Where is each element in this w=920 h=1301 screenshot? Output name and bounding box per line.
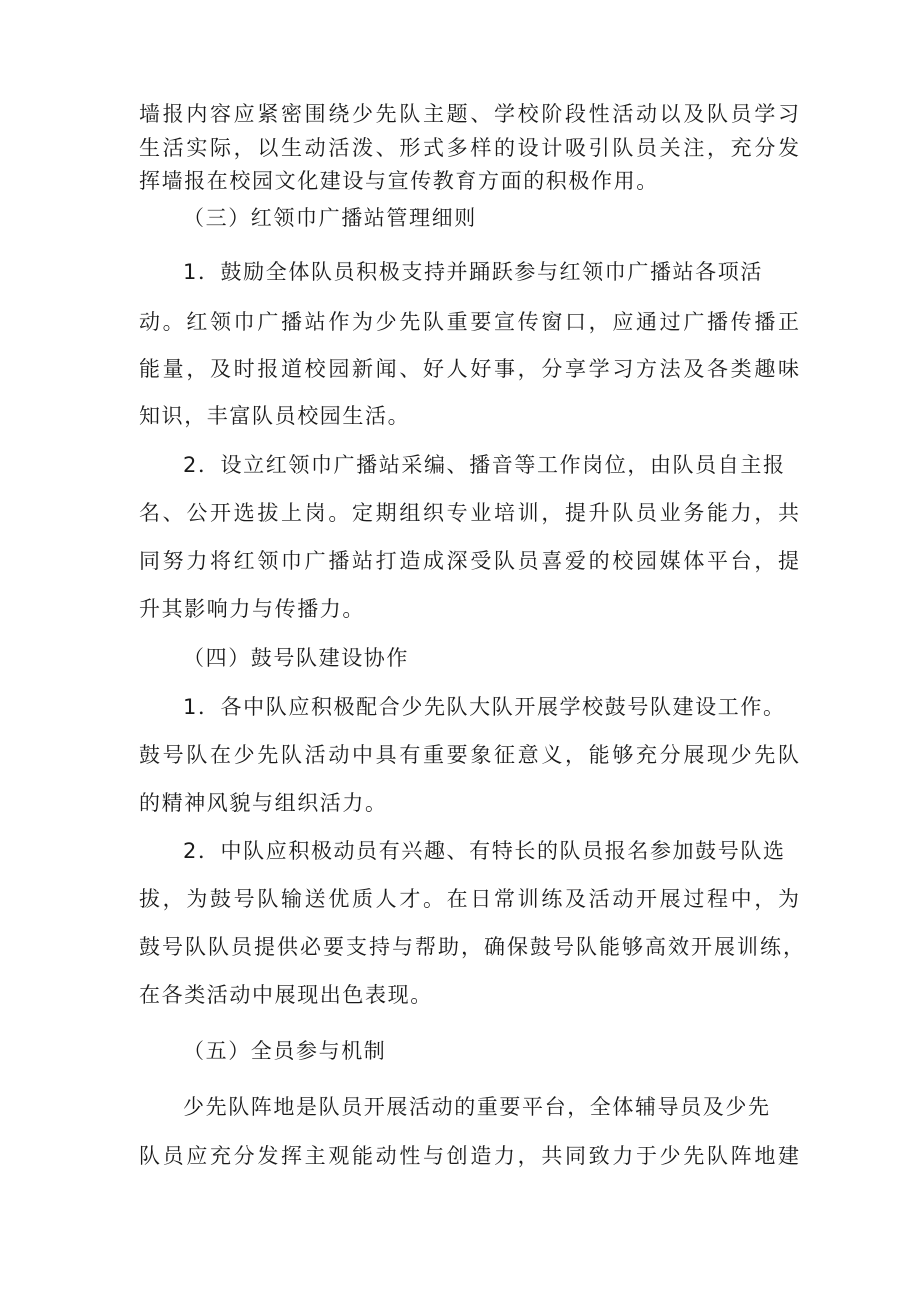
paragraph-line: 能量，及时报道校园新闻、好人好事，分享学习方法及各类趣味 bbox=[139, 357, 799, 381]
paragraph-line: 墙报内容应紧密围绕少先队主题、学校阶段性活动以及队员学习 bbox=[139, 102, 799, 126]
paragraph-line: 少先队阵地是队员开展活动的重要平台，全体辅导员及少先 bbox=[183, 1095, 771, 1119]
paragraph-line: 2．设立红领巾广播站采编、播音等工作岗位，由队员自主报 bbox=[183, 453, 786, 477]
paragraph-line: 队员应充分发挥主观能动性与创造力，共同致力于少先队阵地建 bbox=[139, 1144, 799, 1168]
paragraph-line: 名、公开选拔上岗。定期组织专业培训，提升队员业务能力，共 bbox=[139, 501, 799, 525]
paragraph-line: 1．各中队应积极配合少先队大队开展学校鼓号队建设工作。 bbox=[183, 695, 786, 719]
paragraph-line: 在各类活动中展现出色表现。 bbox=[139, 983, 433, 1007]
paragraph-line: 鼓号队队员提供必要支持与帮助，确保鼓号队能够高效开展训练， bbox=[139, 935, 804, 959]
paragraph-line: 知识，丰富队员校园生活。 bbox=[139, 404, 411, 428]
paragraph-line: 升其影响力与传播力。 bbox=[139, 597, 365, 621]
paragraph-line: 鼓号队在少先队活动中具有重要象征意义，能够充分展现少先队 bbox=[139, 743, 799, 767]
paragraph-line: 拔，为鼓号队输送优质人才。在日常训练及活动开展过程中，为 bbox=[139, 887, 799, 911]
section-heading-broadcast-station: （三）红领巾广播站管理细则 bbox=[183, 206, 477, 230]
section-heading-drum-corps: （四）鼓号队建设协作 bbox=[183, 646, 409, 670]
paragraph-line: 1．鼓励全体队员积极支持并踊跃参与红领巾广播站各项活 bbox=[183, 260, 763, 284]
paragraph-line: 挥墙报在校园文化建设与宣传教育方面的积极作用。 bbox=[139, 169, 659, 193]
paragraph-line: 同努力将红领巾广播站打造成深受队员喜爱的校园媒体平台，提 bbox=[139, 549, 799, 573]
paragraph-line: 的精神风貌与组织活力。 bbox=[139, 791, 388, 815]
paragraph-line: 2．中队应积极动员有兴趣、有特长的队员报名参加鼓号队选 bbox=[183, 839, 786, 863]
paragraph-line: 生活实际，以生动活泼、形式多样的设计吸引队员关注，充分发 bbox=[139, 136, 799, 160]
section-heading-participation: （五）全员参与机制 bbox=[183, 1039, 387, 1063]
paragraph-line: 动。红领巾广播站作为少先队重要宣传窗口，应通过广播传播正 bbox=[139, 310, 799, 334]
